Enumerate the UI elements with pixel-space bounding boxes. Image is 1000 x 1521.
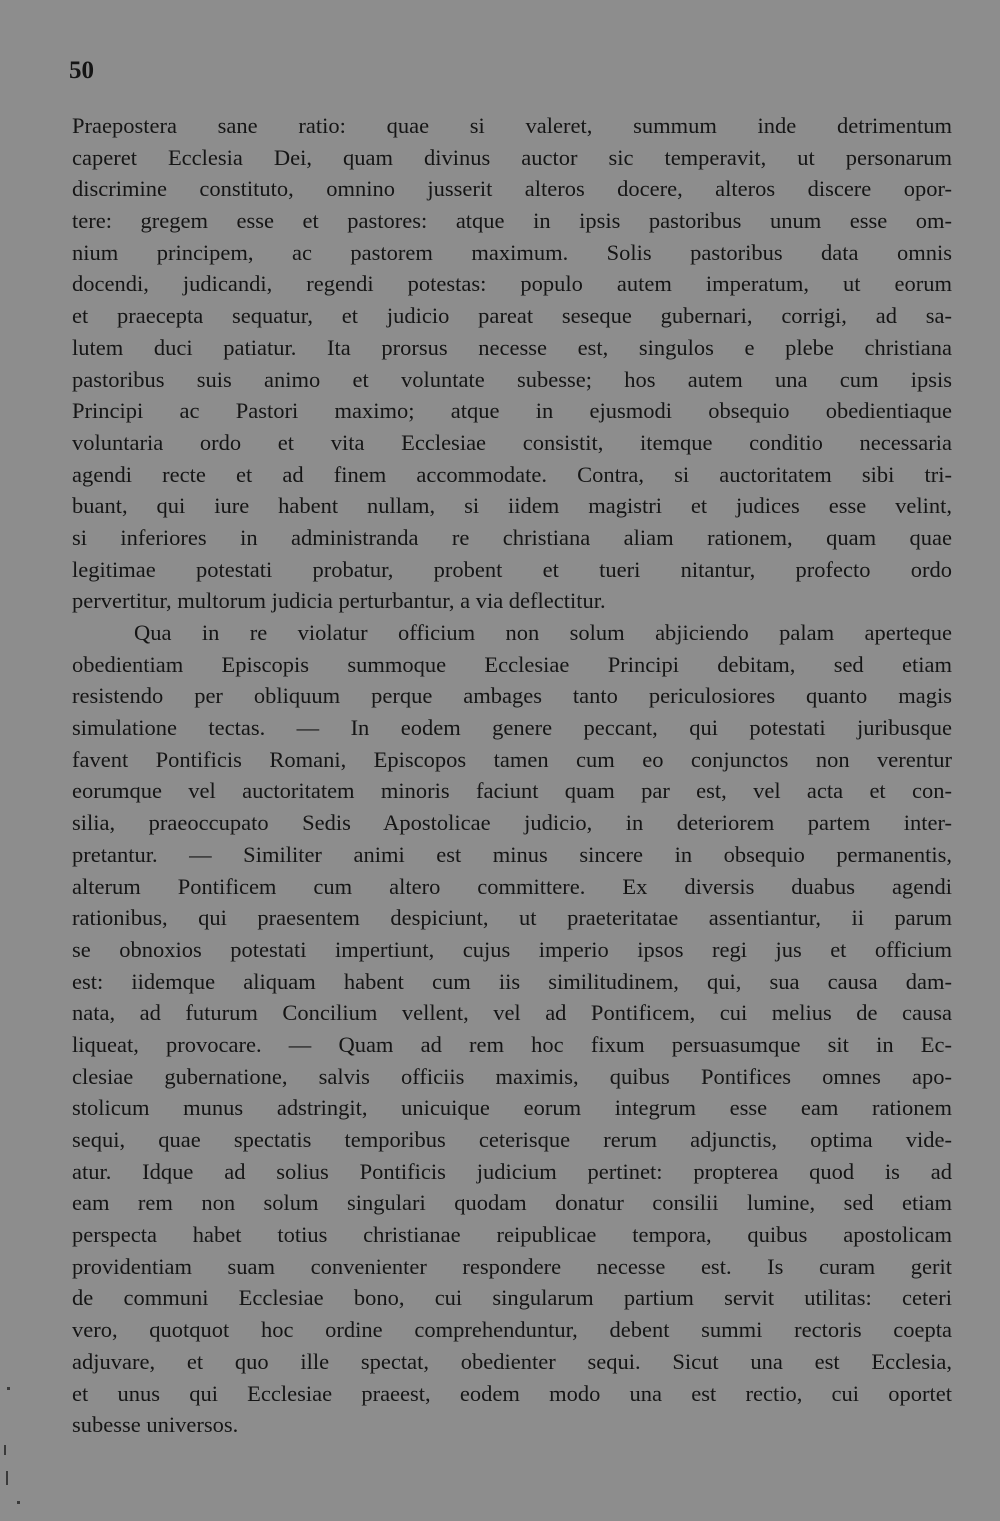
- text-line: Principi ac Pastori maximo; atque in ejusmodi obsequio obedientiaque: [72, 398, 952, 424]
- text-line: lutem duci patiatur. Ita prorsus necesse est, singulos e plebe christiana: [72, 334, 952, 360]
- text-line: simulatione tectas. — In eodem genere peccant, qui potestati juribusque: [72, 715, 952, 741]
- text-line: discrimine constituto, omnino jusserit alteros docere, alteros discere opor-: [72, 176, 952, 202]
- text-line: tere: gregem esse et pastores: atque in ipsis pastoribus unum esse om-: [72, 208, 952, 234]
- text-line: atur. Idque ad solius Pontificis judicium pertinet: propterea quod is ad: [72, 1158, 952, 1184]
- text-line: legitimae potestati probatur, probent et tueri nitantur, profecto ordo: [72, 556, 952, 582]
- text-line: nium principem, ac pastorem maximum. Solis pastoribus data omnis: [72, 239, 952, 265]
- text-line: pastoribus suis animo et voluntate subesse; hos autem una cum ipsis: [72, 366, 952, 392]
- scan-speck: [4, 1445, 6, 1455]
- text-line: rationibus, qui praesentem despiciunt, ut praeteritatae assentiantur, ii parum: [72, 905, 952, 931]
- text-line: adjuvare, et quo ille spectat, obedienter sequi. Sicut una est Ecclesia,: [72, 1348, 952, 1374]
- text-line: si inferiores in administranda re christiana aliam rationem, quam quae: [72, 524, 952, 550]
- text-line: favent Pontificis Romani, Episcopos tamen cum eo conjunctos non verentur: [72, 746, 952, 772]
- text-line: et praecepta sequatur, et judicio pareat seseque gubernari, corrigi, ad sa-: [72, 303, 952, 329]
- text-line: caperet Ecclesia Dei, quam divinus auctor sic temperavit, ut personarum: [72, 144, 952, 170]
- text-line: silia, praeoccupato Sedis Apostolicae judicio, in deteriorem partem inter-: [72, 810, 952, 836]
- text-line: clesiae gubernatione, salvis officiis maximis, quibus Pontifices omnes apo-: [72, 1063, 952, 1089]
- text-line: voluntaria ordo et vita Ecclesiae consistit, itemque conditio necessaria: [72, 429, 952, 455]
- scan-speck: [6, 1471, 8, 1485]
- scan-speck: [7, 1387, 10, 1390]
- scan-margin-marks: [0, 1375, 30, 1515]
- text-line: alterum Pontificem cum altero committere. Ex diversis duabus agendi: [72, 873, 952, 899]
- text-line: stolicum munus adstringit, unicuique eorum integrum esse eam rationem: [72, 1095, 952, 1121]
- paragraph-start-line: Qua in re violatur officium non solum abjiciendo palam aperteque: [134, 620, 952, 645]
- text-line: sequi, quae spectatis temporibus ceterisque rerum adjunctis, optima vide-: [72, 1127, 952, 1152]
- text-line: obedientiam Episcopis summoque Ecclesiae Principi debitam, sed etiam: [72, 651, 952, 677]
- text-line: buant, qui iure habent nullam, si iidem magistri et judices esse velint,: [72, 493, 952, 519]
- text-line: nata, ad futurum Concilium vellent, vel ad Pontificem, cui melius de causa: [72, 1000, 952, 1026]
- text-line: eam rem non solum singulari quodam donatur consilii lumine, sed etiam: [72, 1190, 952, 1216]
- scan-speck: [17, 1501, 20, 1504]
- text-line: resistendo per obliquum perque ambages tanto periculosiores quanto magis: [72, 683, 952, 709]
- text-line: et unus qui Ecclesiae praeest, eodem modo una est rectio, cui oportet: [72, 1380, 952, 1406]
- text-line: agendi recte et ad finem accommodate. Contra, si auctoritatem sibi tri-: [72, 461, 952, 487]
- paragraph-end-line: pervertitur, multorum judicia perturbantur, a via deflectitur.: [72, 588, 606, 614]
- page-number: 50: [69, 57, 94, 84]
- text-line: pretantur. — Similiter animi est minus sincere in obsequio permanentis,: [72, 841, 952, 867]
- text-line: se obnoxios potestati impertiunt, cujus imperio ipsos regi jus et officium: [72, 936, 952, 962]
- text-line: de communi Ecclesiae bono, cui singularum partium servit utilitas: ceteri: [72, 1285, 952, 1311]
- text-line: est: iidemque aliquam habent cum iis similitudinem, qui, sua causa dam-: [72, 968, 952, 994]
- text-line: perspecta habet totius christianae reipublicae tempora, quibus apostolicam: [72, 1222, 952, 1248]
- text-line: providentiam suam convenienter respondere necesse est. Is curam gerit: [72, 1253, 952, 1279]
- text-line: liqueat, provocare. — Quam ad rem hoc fixum persuasumque sit in Ec-: [72, 1031, 952, 1057]
- text-line: eorumque vel auctoritatem minoris faciunt quam par est, vel acta et con-: [72, 778, 952, 804]
- text-line: Praepostera sane ratio: quae si valeret, summum inde detrimentum: [72, 113, 952, 138]
- body-text: [72, 110, 952, 1441]
- paragraph-end-line: subesse universos.: [72, 1412, 239, 1438]
- text-line: docendi, judicandi, regendi potestas: populo autem imperatum, ut eorum: [72, 271, 952, 297]
- text-line: vero, quotquot hoc ordine comprehenduntur, debent summi rectoris coepta: [72, 1317, 952, 1343]
